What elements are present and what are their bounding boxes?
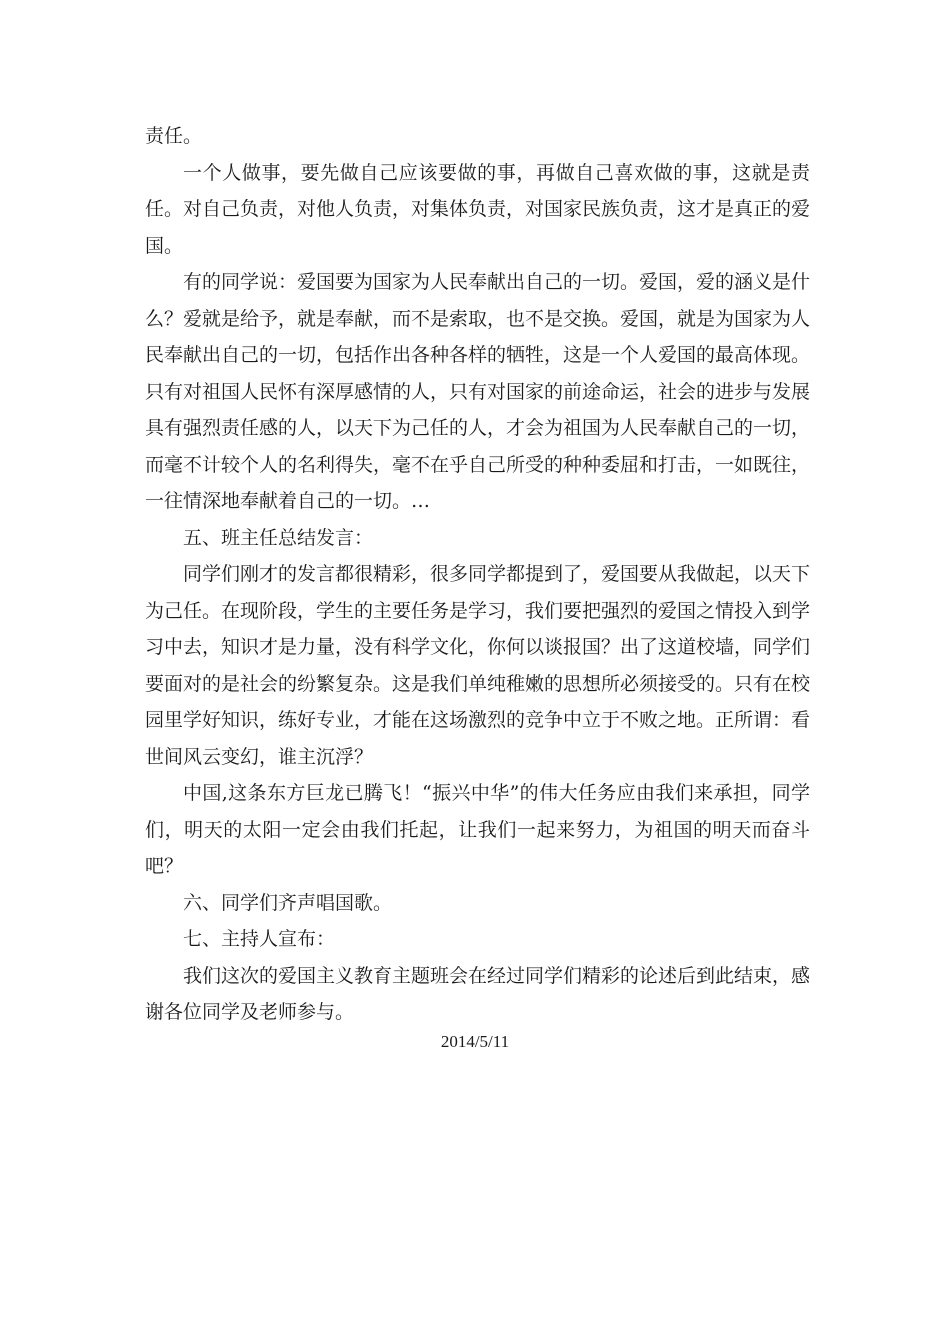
- paragraph-responsibility: 一个人做事，要先做自己应该要做的事，再做自己喜欢做的事，这就是责任。对自己负责，对他人负责，对集体负责，对国家民族负责，这才是真正的爱国。: [145, 161, 811, 257]
- document-date: 2014/5/11: [440, 1032, 510, 1051]
- paragraph-continuation: 责任。: [145, 125, 203, 147]
- paragraph-patriotism-devotion: 有的同学说：爱国要为国家为人民奉献出自己的一切。爱国，爱的涵义是什么？爱就是给予，就是奉献，而不是索取，也不是交换。爱国，就是为国家为人民奉献出自己的一切，包括作出各种各样的牺牲，这是一个人爱国的最高体现。只有对祖国人民怀有深厚感情的人，只有对国家的前途命运，社会的进步与发展具有强烈责任感的人，以天下为己任的人，才会为祖国为人民奉献自己的一切，而毫不计较个人的名利得失，毫不在乎自己所受的种种委屈和打击，一如既往，一往情深地奉献着自己的一切。…: [145, 271, 811, 512]
- paragraph-closing: 我们这次的爱国主义教育主题班会在经过同学们精彩的论述后到此结束，感谢各位同学及老师参与。: [145, 964, 811, 1023]
- section-heading-national-anthem: 六、同学们齐声唱国歌。: [183, 891, 393, 914]
- section-heading-host-announcement: 七、主持人宣布：: [183, 928, 336, 950]
- paragraph-china-rising: 中国,这条东方巨龙已腾飞！“振兴中华”的伟大任务应由我们来承担，同学们，明天的太阳一定会由我们托起，让我们一起来努力，为祖国的明天而奋斗吧？: [145, 782, 810, 877]
- paragraph-teacher-summary: 同学们刚才的发言都很精彩，很多同学都提到了，爱国要从我做起，以天下为己任。在现阶段，学生的主要任务是学习，我们要把强烈的爱国之情投入到学习中去，知识才是力量，没有科学文化，你何以谈报国？出了这道校墙，同学们要面对的是社会的纷繁复杂。这是我们单纯稚嫩的思想所必须接受的。只有在校园里学好知识，练好专业，才能在这场激烈的竞争中立于不败之地。正所谓：看世间风云变幻，谁主沉浮？: [145, 563, 811, 768]
- document-body: [145, 118, 810, 1031]
- section-heading-teacher-summary: 五、班主任总结发言：: [183, 526, 374, 549]
